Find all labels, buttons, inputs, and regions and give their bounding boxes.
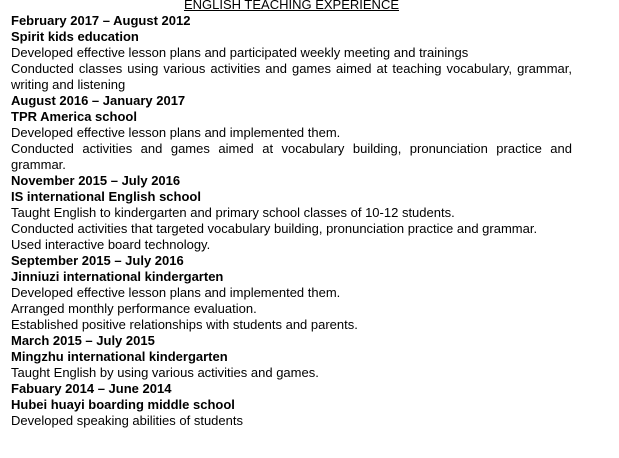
section-title: ENGLISH TEACHING EXPERIENCE [183,0,400,12]
entry-duty: Developed effective lesson plans and implemented them. [11,285,341,300]
entry-duty: Developed effective lesson plans and implemented them. [11,125,341,140]
entry-duty: Developed effective lesson plans and participated weekly meeting and trainings [11,45,469,60]
entry-duty: Arranged monthly performance evaluation. [11,301,257,316]
entry-organization: Spirit kids education [11,29,139,44]
experience-entry-is [11,173,572,253]
entry-duty: Taught English to kindergarten and primary school classes of 10-12 students. [11,205,455,220]
experience-entry-spirit [11,13,572,93]
entry-duty: Used interactive board technology. [11,237,211,252]
entry-duty: Conducted classes using various activities and games aimed at teaching vocabulary, grammar, writing and listening [11,61,572,92]
entry-organization: Mingzhu international kindergarten [11,349,228,364]
entry-dates: September 2015 – July 2016 [11,253,184,268]
entry-organization: IS international English school [11,189,201,204]
experience-entry-hubei [11,381,572,429]
entry-organization: Jinniuzi international kindergarten [11,269,224,284]
entry-organization: Hubei huayi boarding middle school [11,397,235,412]
experience-entry-jinniuzi [11,253,572,333]
entry-dates: August 2016 – January 2017 [11,93,186,108]
entry-duty: Taught English by using various activities and games. [11,365,319,380]
experience-entry-mingzhu [11,333,572,381]
entry-duty: Conducted activities and games aimed at vocabulary building, pronunciation practice and grammar. [11,141,572,172]
experience-entry-tpr [11,93,572,173]
entry-duty: Developed speaking abilities of students [11,413,243,428]
entry-dates: Fabuary 2014 – June 2014 [11,381,172,396]
entry-organization: TPR America school [11,109,137,124]
entry-dates: November 2015 – July 2016 [11,173,181,188]
resume-page [11,0,572,429]
entry-dates: February 2017 – August 2012 [11,13,191,28]
entry-duty: Conducted activities that targeted vocabulary building, pronunciation practice and grammar. [11,221,538,236]
entry-dates: March 2015 – July 2015 [11,333,155,348]
entry-duty: Established positive relationships with students and parents. [11,317,358,332]
